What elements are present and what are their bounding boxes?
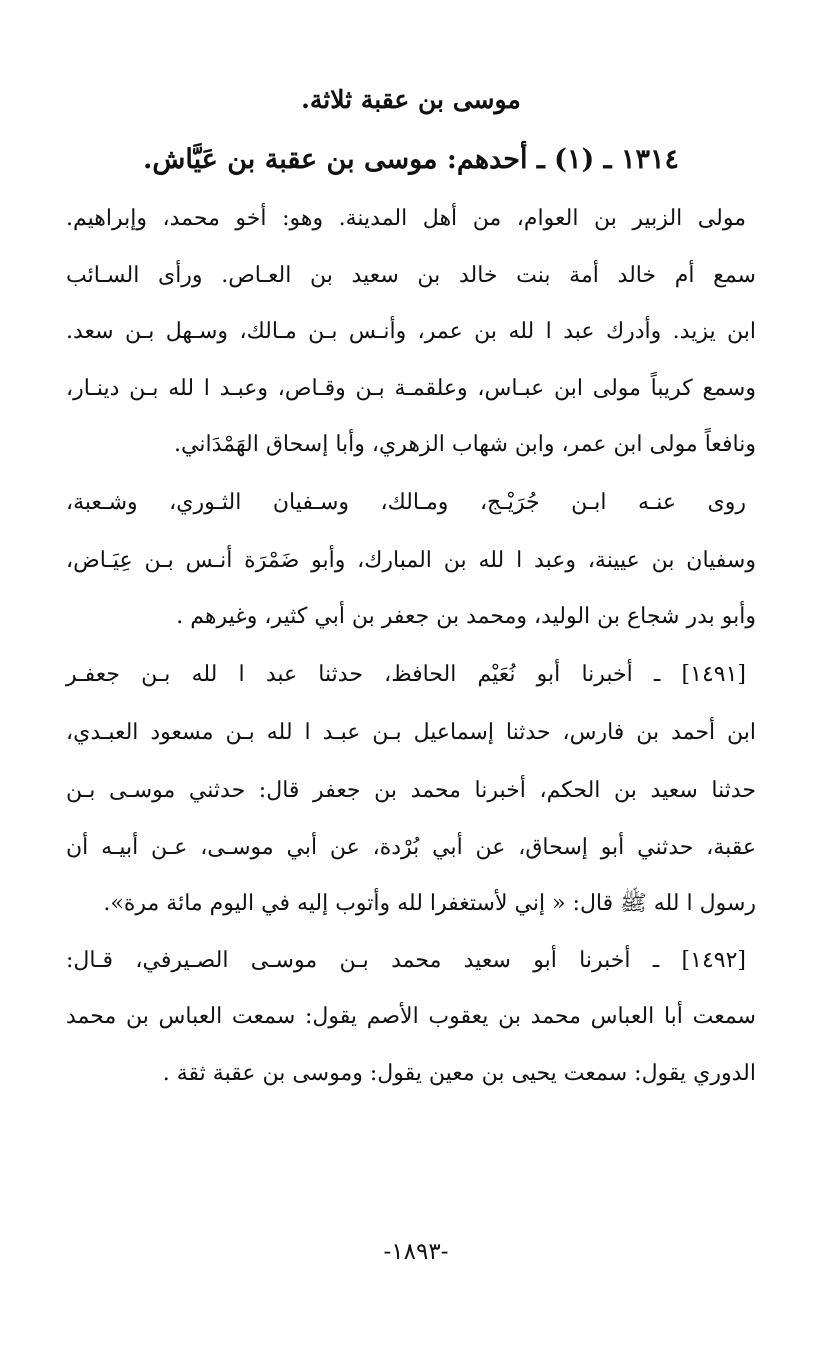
- text-line: رسول ا لله ﷺ قال: « إني لأستغفرا لله وأتوب إليه في اليوم مائة مرة».: [103, 891, 756, 916]
- text-line: ونافعاً مولى ابن عمر، وابن شهاب الزهري، وأبا إسحاق الهَمْدَاني.: [174, 432, 756, 457]
- text-line: ابن يزيد. وأدرك عبد ا لله بن عمر، وأنـس بـن مـالك، وسـهل بـن سعد.: [66, 319, 756, 344]
- text-line: [١٤٩١] ـ أخبرنا أبو نُعَيْم الحافظ، حدثنا عبد ا لله بـن جعفـر: [66, 662, 746, 687]
- text-line: عقبة، حدثني أبو إسحاق، عن أبي بُرْدة، عن أبي موسـى، عـن أبيـه أن: [66, 835, 756, 860]
- entry-heading: ١٣١٤ ـ (١) ـ أحدهم: موسى بن عقبة بن عَيَّاش.: [143, 144, 679, 175]
- text-line: حدثنا سعيد بن الحكم، أخبرنا محمد بن جعفر قال: حدثني موسـى بـن: [66, 778, 756, 803]
- section-heading: موسى بن عقبة ثلاثة.: [301, 85, 521, 114]
- text-line: ابن أحمد بن فارس، حدثنا إسماعيل بـن عبـد ا لله بـن مسعود العبـدي،: [66, 720, 756, 745]
- text-line: مولى الزبير بن العوام، من أهل المدينة. وهو: أخو محمد، وإبراهيم.: [66, 206, 746, 231]
- text-line: وسمع كريباً مولى ابن عبـاس، وعلقمـة بـن وقـاص، وعبـد ا لله بـن دينـار،: [66, 376, 756, 401]
- text-line: وسفيان بن عيينة، وعبد ا لله بن المبارك، وأبو ضَمْرَة أنـس بـن عِيَـاض،: [66, 548, 756, 573]
- text-line: سمعت أبا العباس محمد بن يعقوب الأصم يقول: سمعت العباس بن محمد: [66, 1004, 756, 1029]
- page-number: -١٨٩٣-: [383, 1239, 449, 1265]
- text-line: روى عنـه ابـن جُرَيْـج، ومـالك، وسـفيان الثـوري، وشـعبة،: [66, 490, 746, 515]
- text-line: الدوري يقول: سمعت يحيى بن معين يقول: وموسى بن عقبة ثقة .: [162, 1061, 756, 1086]
- text-line: [١٤٩٢] ـ أخبرنا أبو سعيد محمد بـن موسـى الصـيرفي، قـال:: [66, 948, 746, 973]
- text-line: وأبو بدر شجاع بن الوليد، ومحمد بن جعفر بن أبي كثير، وغيرهم .: [176, 604, 756, 629]
- text-line: سمع أم خالد أمة بنت خالد بن سعيد بن العـاص. ورأى السـائب: [66, 263, 756, 288]
